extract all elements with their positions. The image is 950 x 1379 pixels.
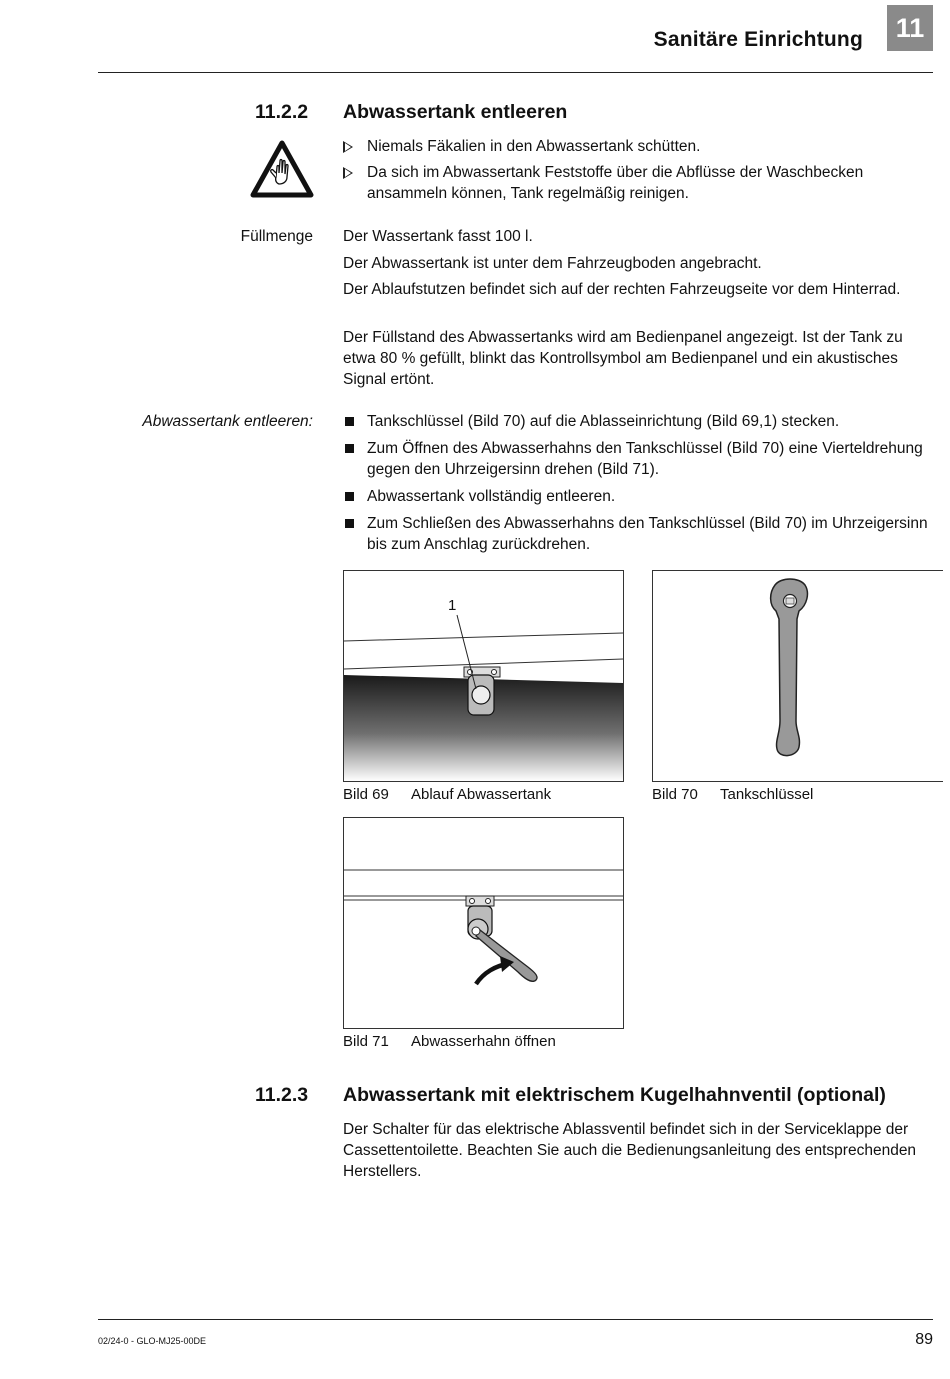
- figure-number: Bild 69: [343, 786, 389, 803]
- square-bullet-icon: [345, 519, 354, 528]
- warning-item: Niemals Fäkalien in den Abwassertank schütten.: [343, 136, 935, 157]
- fuellmenge-paragraph: Der Füllstand des Abwassertanks wird am Bedienpanel angezeigt. Ist der Tank zu etwa 80 % gefüllt, blinkt das Kontrollsymbol am Bedienpanel und ein akustisches Signal ertönt.: [343, 329, 903, 388]
- procedure-label: Abwassertank entleeren:: [142, 413, 313, 430]
- section-number: 11.2.3: [255, 1084, 309, 1106]
- figure-tank-key: [652, 570, 943, 782]
- figure-caption: [343, 1033, 556, 1050]
- procedure-step: Abwassertank vollständig entleeren.: [343, 486, 935, 507]
- square-bullet-icon: [345, 417, 354, 426]
- section-title: Abwassertank entleeren: [343, 101, 568, 123]
- section-paragraph: Der Schalter für das elektrische Ablassventil befindet sich in der Serviceklappe der Cassettentoilette. Beachten Sie auch die Bedienungsanleitung des entsprechenden Herstellers.: [343, 1121, 917, 1180]
- figure-caption: [343, 786, 551, 803]
- fuellmenge-paragraph: Der Abwassertank ist unter dem Fahrzeugboden angebracht.: [343, 255, 762, 272]
- warning-hand-icon: [250, 140, 314, 198]
- figure-caption: [652, 786, 813, 803]
- procedure-step: Zum Öffnen des Abwasserhahns den Tankschlüssel (Bild 70) eine Vierteldrehung gegen den Uhrzeigersinn drehen (Bild 71).: [343, 438, 935, 480]
- triangle-bullet-icon: [343, 167, 353, 179]
- figure-drain-outlet: [343, 570, 624, 782]
- section-title: Abwassertank mit elektrischem Kugelhahnventil (optional): [343, 1084, 886, 1106]
- section-number: 11.2.2: [255, 101, 309, 123]
- footer-rule: [98, 1319, 933, 1320]
- figure-caption-text: Ablauf Abwassertank: [411, 786, 552, 803]
- figure-callout-number: 1: [448, 597, 457, 614]
- fuellmenge-paragraph: Der Ablaufstutzen befindet sich auf der rechten Fahrzeugseite vor dem Hinterrad.: [343, 281, 901, 298]
- fuellmenge-paragraph: Der Wassertank fasst 100 l.: [343, 228, 533, 245]
- procedure-step: Zum Schließen des Abwasserhahns den Tankschlüssel (Bild 70) im Uhrzeigersinn bis zum Anschlag zurückdrehen.: [343, 513, 935, 555]
- page-number: 89: [915, 1331, 933, 1348]
- page-header-title: Sanitäre Einrichtung: [653, 28, 863, 51]
- figure-caption-text: Abwasserhahn öffnen: [411, 1033, 556, 1050]
- square-bullet-icon: [345, 444, 354, 453]
- triangle-bullet-icon: [343, 141, 353, 153]
- warning-item: Da sich im Abwassertank Feststoffe über die Abflüsse der Waschbecken ansammeln können, Tank regelmäßig reinigen.: [343, 162, 935, 204]
- figure-open-valve: [343, 817, 624, 1029]
- figure-number: Bild 70: [652, 786, 698, 803]
- header-rule: [98, 72, 933, 73]
- figure-number: Bild 71: [343, 1033, 389, 1050]
- figure-caption-text: Tankschlüssel: [720, 786, 814, 803]
- square-bullet-icon: [345, 492, 354, 501]
- document-code: 02/24-0 - GLO-MJ25-00DE: [98, 1336, 207, 1346]
- fuellmenge-label: Füllmenge: [240, 228, 313, 245]
- chapter-number-badge: 11: [887, 5, 933, 51]
- procedure-step: Tankschlüssel (Bild 70) auf die Ablasseinrichtung (Bild 69,1) stecken.: [343, 411, 935, 432]
